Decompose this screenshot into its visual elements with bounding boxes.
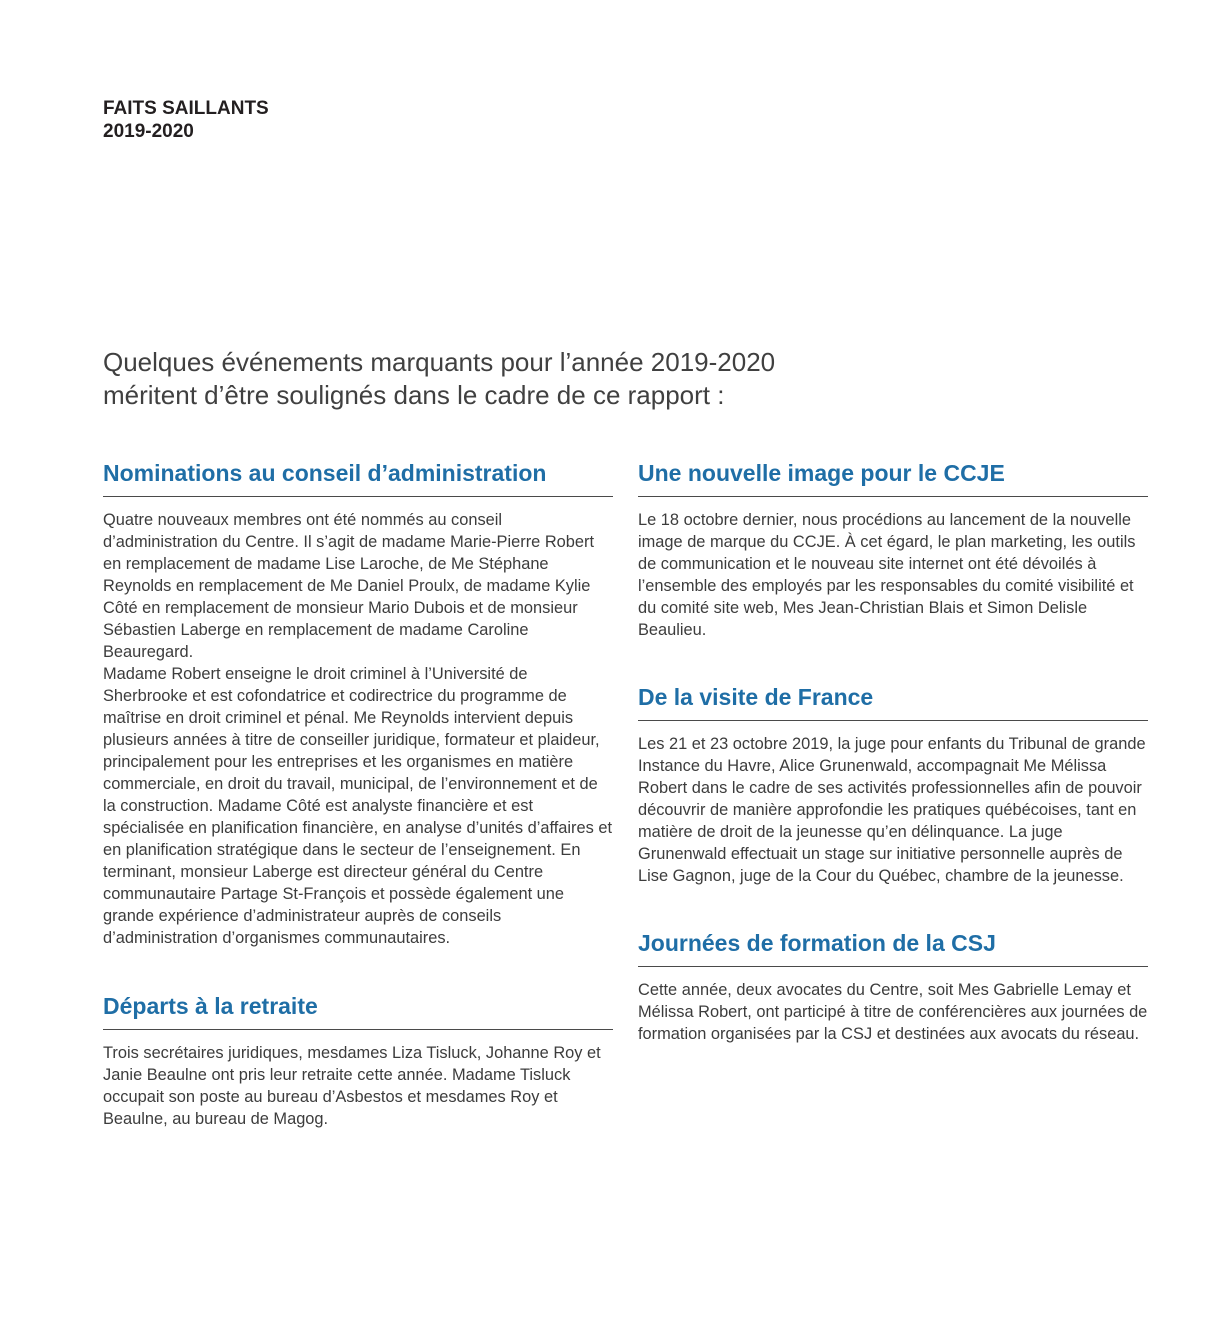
section-body bbox=[103, 1042, 613, 1130]
paragraph: Les 21 et 23 octobre 2019, la juge pour enfants du Tribunal de grande Instance du Havre, Alice Grunenwald, accompagnait Me Mélissa Robert dans le cadre de ses activités professionnelles afin de pouvoir découvrir de manière approfondie les pratiques québécoises, tant en matière de droit de la jeunesse qu’en délinquance. La juge Grunenwald effectuait un stage sur initiative personnelle auprès de Lise Gagnon, juge de la Cour du Québec, chambre de la jeunesse. bbox=[638, 735, 1146, 885]
intro-line-2: méritent d’être soulignés dans le cadre de ce rapport : bbox=[103, 380, 725, 410]
section-title: De la visite de France bbox=[638, 682, 1148, 721]
header-title: FAITS SAILLANTS bbox=[103, 98, 269, 119]
paragraph: Quatre nouveaux membres ont été nommés au conseil d’administration du Centre. Il s’agit de madame Marie-Pierre Robert en remplacement de madame Lise Laroche, de Me Stéphane Reynolds en remplacement de Me Daniel Proulx, de madame Kylie Côté en remplacement de monsieur Mario Dubois et de monsieur Sébastien Laberge en remplacement de madame Caroline Beauregard. bbox=[103, 511, 595, 661]
section-body bbox=[103, 509, 613, 949]
section-retraite bbox=[103, 991, 613, 1130]
section-france bbox=[638, 682, 1148, 887]
intro-line-1: Quelques événements marquants pour l’année 2019-2020 bbox=[103, 347, 776, 377]
paragraph: Madame Robert enseigne le droit criminel à l’Université de Sherbrooke et est cofondatrice et codirectrice du programme de maîtrise en droit criminel et pénal. Me Reynolds intervient depuis plusieurs années à titre de conseiller juridique, formateur et plaideur, principalement pour les entreprises et les organismes en matière commerciale, en droit du travail, municipal, de l’environnement et de la construction. Madame Côté est analyste financière et est spécialisée en planification financière, en analyse d’unités d’affaires et en planification stratégique dans le secteur de l’enseignement. En terminant, monsieur Laberge est directeur général du Centre communautaire Partage St-François et possède également une grande expérience d’administrateur auprès de conseils d’administration d’organismes communautaires. bbox=[103, 665, 613, 947]
paragraph: Cette année, deux avocates du Centre, soit Mes Gabrielle Lemay et Mélissa Robert, ont participé à titre de conférencières aux journées de formation organisées par la CSJ et destinées aux avocats du réseau. bbox=[638, 981, 1148, 1043]
section-title: Départs à la retraite bbox=[103, 991, 613, 1030]
section-nominations bbox=[103, 458, 613, 949]
left-column bbox=[103, 458, 613, 1130]
section-title: Nominations au conseil d’administration bbox=[103, 458, 613, 497]
intro-statement bbox=[103, 346, 1003, 412]
paragraph: Le 18 octobre dernier, nous procédions au lancement de la nouvelle image de marque du CCJE. À cet égard, le plan marketing, les outils de communication et le nouveau site internet ont été dévoilés à l’ensemble des employés par les responsables du comité visibilité et du comité site web, Mes Jean-Christian Blais et Simon Delisle Beaulieu. bbox=[638, 511, 1136, 639]
page-header bbox=[103, 97, 269, 143]
section-body bbox=[638, 733, 1148, 887]
section-formation bbox=[638, 928, 1148, 1045]
section-body bbox=[638, 979, 1148, 1045]
section-title: Journées de formation de la CSJ bbox=[638, 928, 1148, 967]
section-title: Une nouvelle image pour le CCJE bbox=[638, 458, 1148, 497]
section-body bbox=[638, 509, 1148, 641]
right-column bbox=[638, 458, 1148, 1045]
section-image bbox=[638, 458, 1148, 641]
paragraph: Trois secrétaires juridiques, mesdames Liza Tisluck, Johanne Roy et Janie Beaulne ont pris leur retraite cette année. Madame Tisluck occupait son poste au bureau d’Asbestos et mesdames Roy et Beaulne, au bureau de Magog. bbox=[103, 1044, 601, 1128]
header-year: 2019-2020 bbox=[103, 121, 194, 142]
